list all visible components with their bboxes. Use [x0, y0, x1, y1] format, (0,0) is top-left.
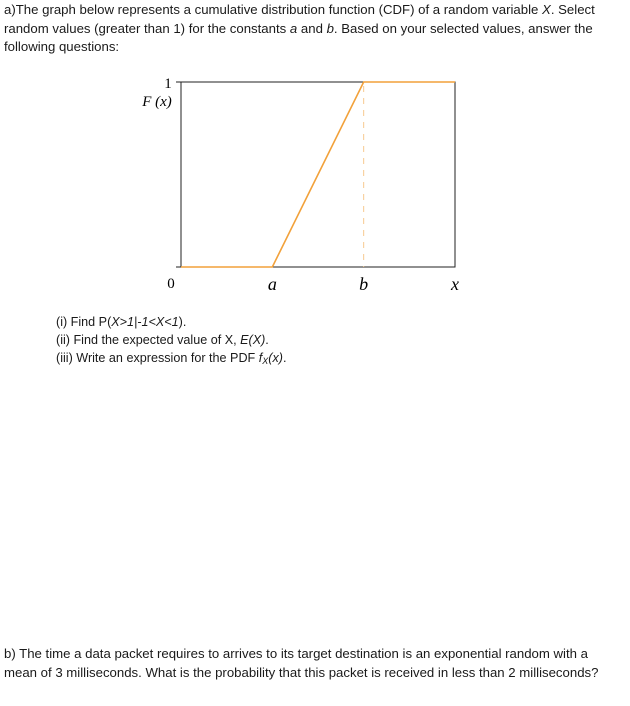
question-i-end: ). [178, 315, 187, 329]
intro-pre: a)The graph below represents a cumulative distribution function (CDF) of a random variable [4, 2, 543, 17]
question-list [56, 313, 286, 370]
intro-post: . Based on your selected values, answer the following questions: [4, 20, 593, 54]
problem-b-text: b) The time a data packet requires to arrives to its target destination is an exponential random with a mean of 3 milliseconds. What is the probability that this packet is received in less than 2 milliseconds? [4, 646, 599, 680]
question-ii-label: (ii) Find the expected value of X, [56, 333, 241, 347]
pdf-subscript-x: X [262, 356, 269, 366]
x-axis-label: x [451, 274, 459, 294]
question-ii [56, 331, 286, 349]
pdf-argument: (x) [268, 351, 283, 365]
y-tick-label-1: 1 [164, 76, 172, 92]
question-i-math: X>1|-1<X<1 [111, 315, 179, 329]
intro-var-x: X [542, 2, 551, 17]
question-iii-end: . [282, 351, 287, 365]
intro-and: and [297, 20, 327, 36]
question-i [56, 313, 286, 331]
y-tick-label-0: 0 [167, 276, 175, 292]
cdf-chart [0, 0, 630, 310]
pdf-symbol-f: f [258, 351, 263, 365]
intro-const-a: a [289, 20, 298, 36]
intro-mid: . Select random values (greater than 1) for the constants [4, 2, 595, 36]
x-tick-label-b: b [359, 274, 369, 294]
question-ii-end: . [265, 333, 269, 347]
question-ii-math: E(X) [240, 333, 266, 347]
x-tick-label-a: a [267, 274, 277, 294]
question-i-label: (i) Find P( [56, 315, 112, 329]
question-iii-label: (iii) Write an expression for the PDF [56, 351, 259, 365]
question-iii [56, 349, 286, 370]
cdf-series-line [181, 82, 455, 267]
y-axis-label: F (x) [142, 94, 172, 110]
intro-const-b: b [326, 20, 334, 36]
